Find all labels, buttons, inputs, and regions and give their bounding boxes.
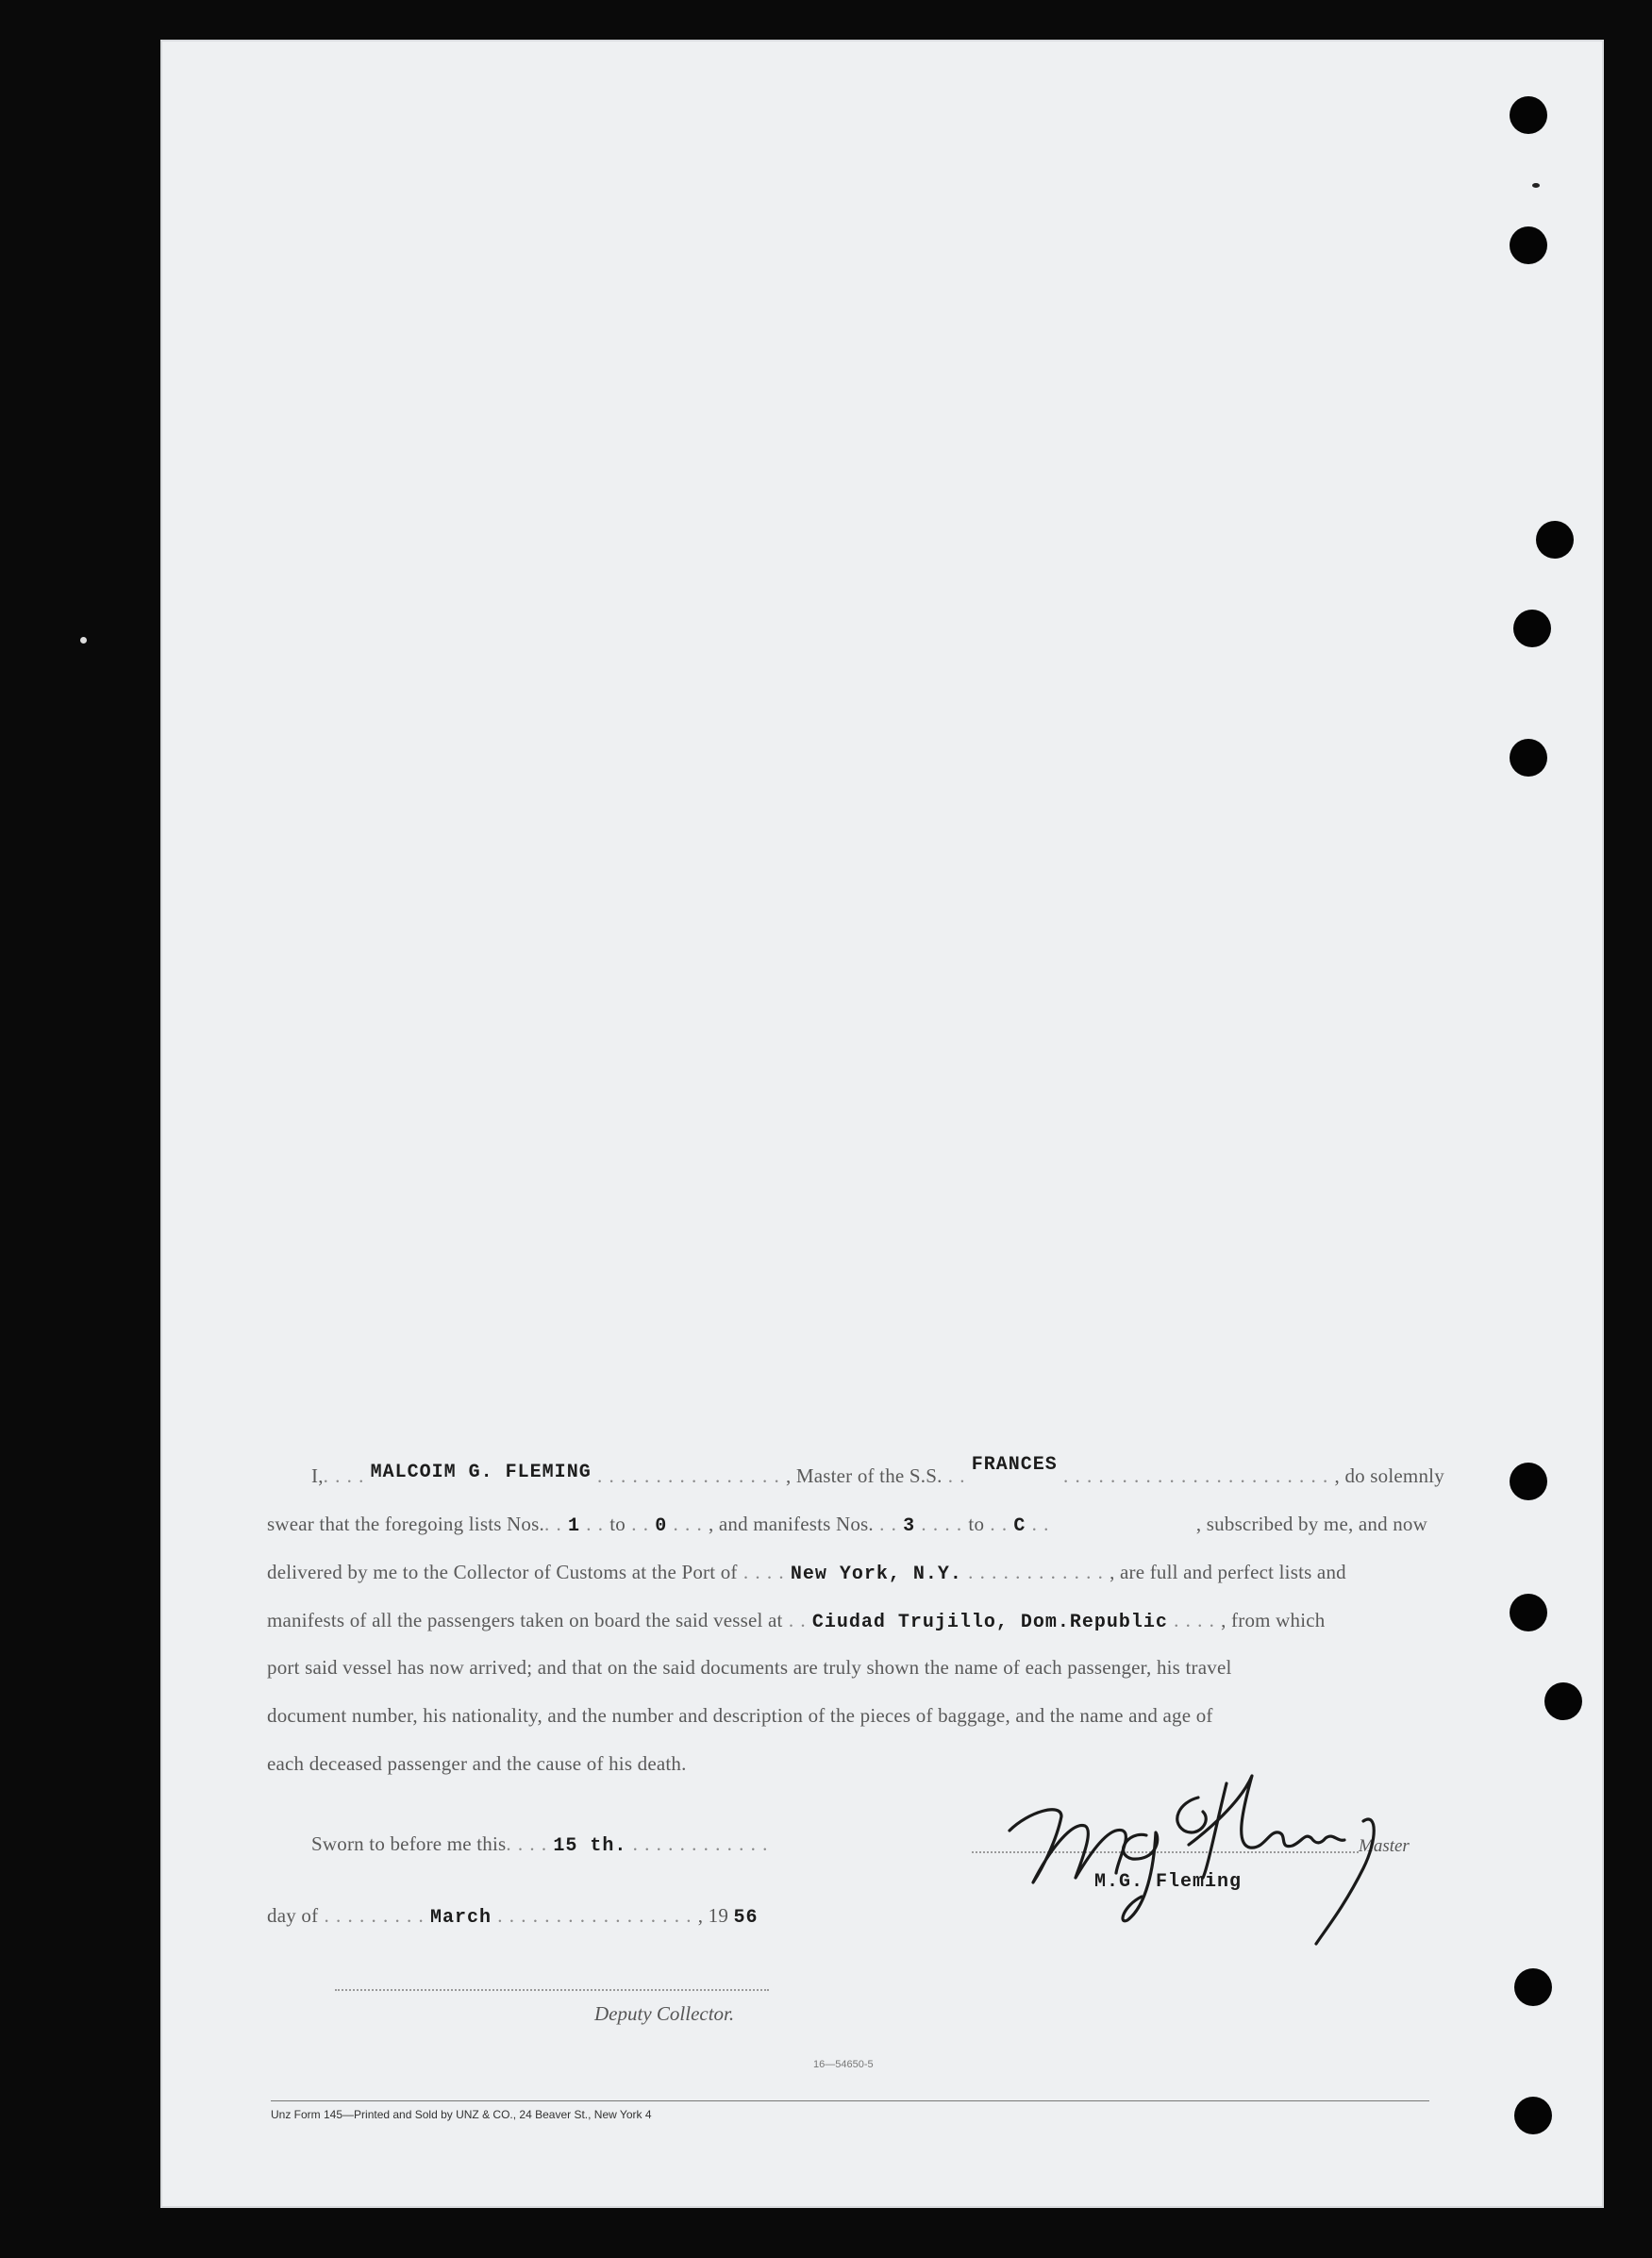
deputy-signature-line — [335, 1989, 769, 1991]
punch-hole — [1510, 226, 1547, 264]
master-label: Master — [1359, 1836, 1410, 1856]
punch-hole — [1510, 1463, 1547, 1500]
punch-hole — [1513, 610, 1551, 647]
form-code: 16—54650-5 — [813, 2059, 874, 2070]
manifests-to-field: C — [1013, 1515, 1026, 1537]
vessel-name-field: FRANCES — [971, 1454, 1058, 1476]
declaration-line-6: document number, his nationality, and the number and description of the pieces of baggage, and the name and age of — [267, 1704, 1213, 1727]
ink-speck — [80, 637, 87, 644]
punch-hole — [1510, 1594, 1547, 1631]
punch-hole — [1510, 96, 1547, 134]
embarkation-port-field: Ciudad Trujillo, Dom.Republic — [811, 1612, 1168, 1633]
ink-speck — [1532, 183, 1540, 188]
punch-hole — [1536, 521, 1574, 559]
declaration-line-7: each deceased passenger and the cause of his death. — [267, 1752, 687, 1775]
typed-signature: M.G. Fleming — [1094, 1871, 1243, 1893]
handwritten-signature — [1005, 1765, 1382, 1953]
sworn-day-field: 15 th. — [553, 1835, 627, 1857]
declaration-line-2: swear that the foregoing lists Nos.. . 1 . . to . . 0 . . . , and manifests Nos. . . 3 . . . . to . . C . . , subscribed by me, and now — [267, 1513, 1427, 1537]
sworn-line: Sworn to before me this. . . . 15 th. . . . . . . . . . . . . — [311, 1832, 769, 1857]
declaration-line-4: manifests of all the passengers taken on board the said vessel at . . Ciudad Trujillo, Dom.Republic . . . . , from which — [267, 1609, 1326, 1633]
punch-hole — [1510, 739, 1547, 777]
sworn-year-field: 56 — [733, 1907, 759, 1929]
punch-hole — [1544, 1682, 1582, 1720]
punch-hole — [1514, 1968, 1552, 2006]
deputy-collector-label: Deputy Collector. — [594, 2002, 735, 2025]
declaration-line-3: delivered by me to the Collector of Customs at the Port of . . . . New York, N.Y. . . . . . . . . . . . . , are full and perfect lists and — [267, 1561, 1346, 1585]
declaration-line-5: port said vessel has now arrived; and that on the said documents are truly shown the name of each passenger, his travel — [267, 1656, 1232, 1679]
printer-imprint: Unz Form 145—Printed and Sold by UNZ & CO., 24 Beaver St., New York 4 — [271, 2108, 652, 2121]
day-of-line: day of . . . . . . . . . March . . . . . . . . . . . . . . . . . , 19 56 — [267, 1904, 759, 1929]
manifests-from-field: 3 — [903, 1515, 916, 1537]
document-page — [160, 40, 1604, 2208]
master-name-field: MALCOIM G. FLEMING — [370, 1462, 592, 1483]
lists-to-field: 0 — [655, 1515, 668, 1537]
footer-divider — [271, 2100, 1429, 2101]
port-field: New York, N.Y. — [790, 1564, 962, 1585]
declaration-line-1: I,. . . . MALCOIM G. FLEMING . . . . . . . . . . . . . . . . , Master of the S.S. . . FRANCES . . . . . . . . . . . . . . . . . . . . . . . , do solemnly — [311, 1454, 1444, 1487]
lists-from-field: 1 — [567, 1515, 580, 1537]
punch-hole — [1514, 2097, 1552, 2134]
sworn-month-field: March — [430, 1907, 492, 1929]
